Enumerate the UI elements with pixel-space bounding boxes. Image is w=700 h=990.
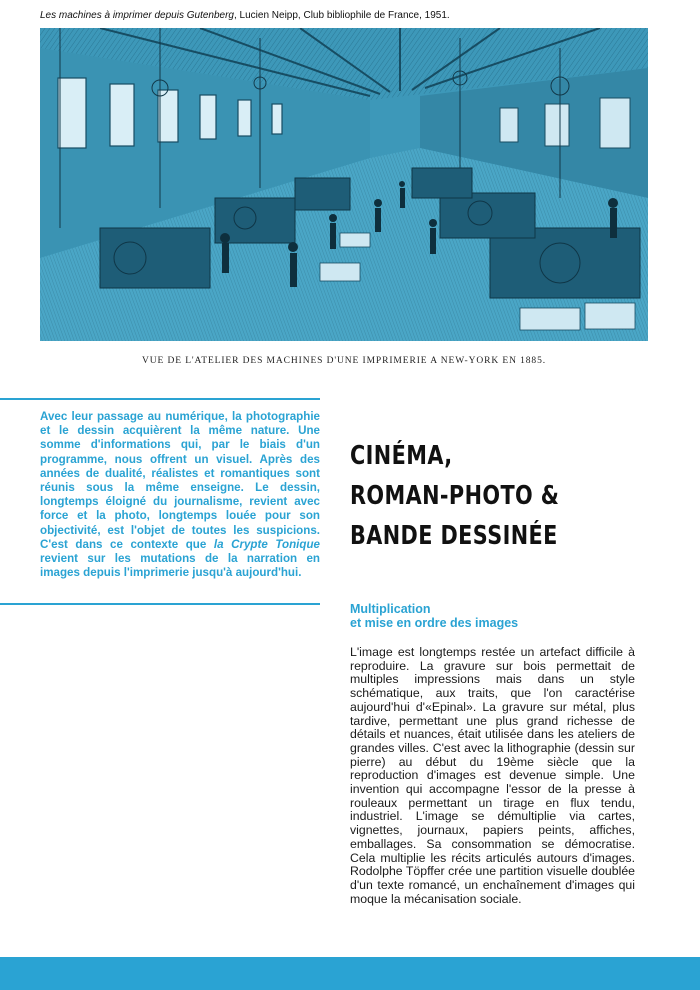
section-heading [350,602,518,630]
intro-text-start: Avec leur passage au numérique, la photographie et le dessin acquièrent la même nature. Une somme d'informations qui, par le biais d'un programme, nous offrent un visuel. Après des années de dualité, réalistes et romantiques sont réunis sous la même enseigne. Le dessin, longtemps éloigné du journalisme, revient avec force et la photo, longtemps louée pour son objectivité, est l'objet de toutes les suspicions. C'est dans ce contexte que [40,410,320,551]
engraving-plate-caption: VUE DE L'ATELIER DES MACHINES D'UNE IMPRIMERIE A NEW-YORK EN 1885. [141,356,547,366]
intro-text-end: revient sur les mutations de la narration en images depuis l'imprimerie jusqu'à aujourd'hui. [40,552,320,580]
printing-workshop-engraving [40,28,648,341]
page-title [350,436,614,556]
intro-paragraph [40,410,320,580]
page-title-line-3: BANDE DESSINÉE [350,521,558,551]
footer-band [0,957,700,990]
image-credit-caption [40,10,450,21]
section-heading-line-1: Multiplication [350,602,431,616]
page-title-line-2: ROMAN-PHOTO & [350,481,560,511]
intro-publication-name: la Crypte Tonique [213,537,320,551]
section-body-text: L'image est longtemps restée un artefact difficile à reproduire. La gravure sur bois permettait de multiples impressions mais dans un style schématique, aux traits, que l'on caractérise aujourd'hui d'«Epinal». La gravure sur métal, plus tardive, permettant une plus grand richesse de détails et nuances, était utilisée dans les ateliers de grandes villes. C'est avec la lithographie (dessin sur pierre) au début du 19ème siècle que la reproduction d'images est devenue simple. Une invention qui accompagne l'essor de la presse à rouleaux permettant un tirage en flux tendu, industriel. L'image se démultiplie via cartes, vignettes, journaux, papiers peints, affiches, emballages. Sa consommation se démocratise. Cela multiplie les récits articulés autours d'images. Rodolphe Töpffer crée une partition visuelle doublée d'un texte romancé, un enchaînement d'images qui moque la mécanisation sociale. [350,645,635,906]
intro-top-rule [0,398,320,400]
book-title: Les machines à imprimer depuis Gutenberg [40,10,234,21]
intro-bottom-rule [0,603,320,605]
section-heading-line-2: et mise en ordre des images [350,616,519,630]
credit-details: , Lucien Neipp, Club bibliophile de France, 1951. [233,10,450,21]
page-title-line-1: CINÉMA, [350,441,453,471]
